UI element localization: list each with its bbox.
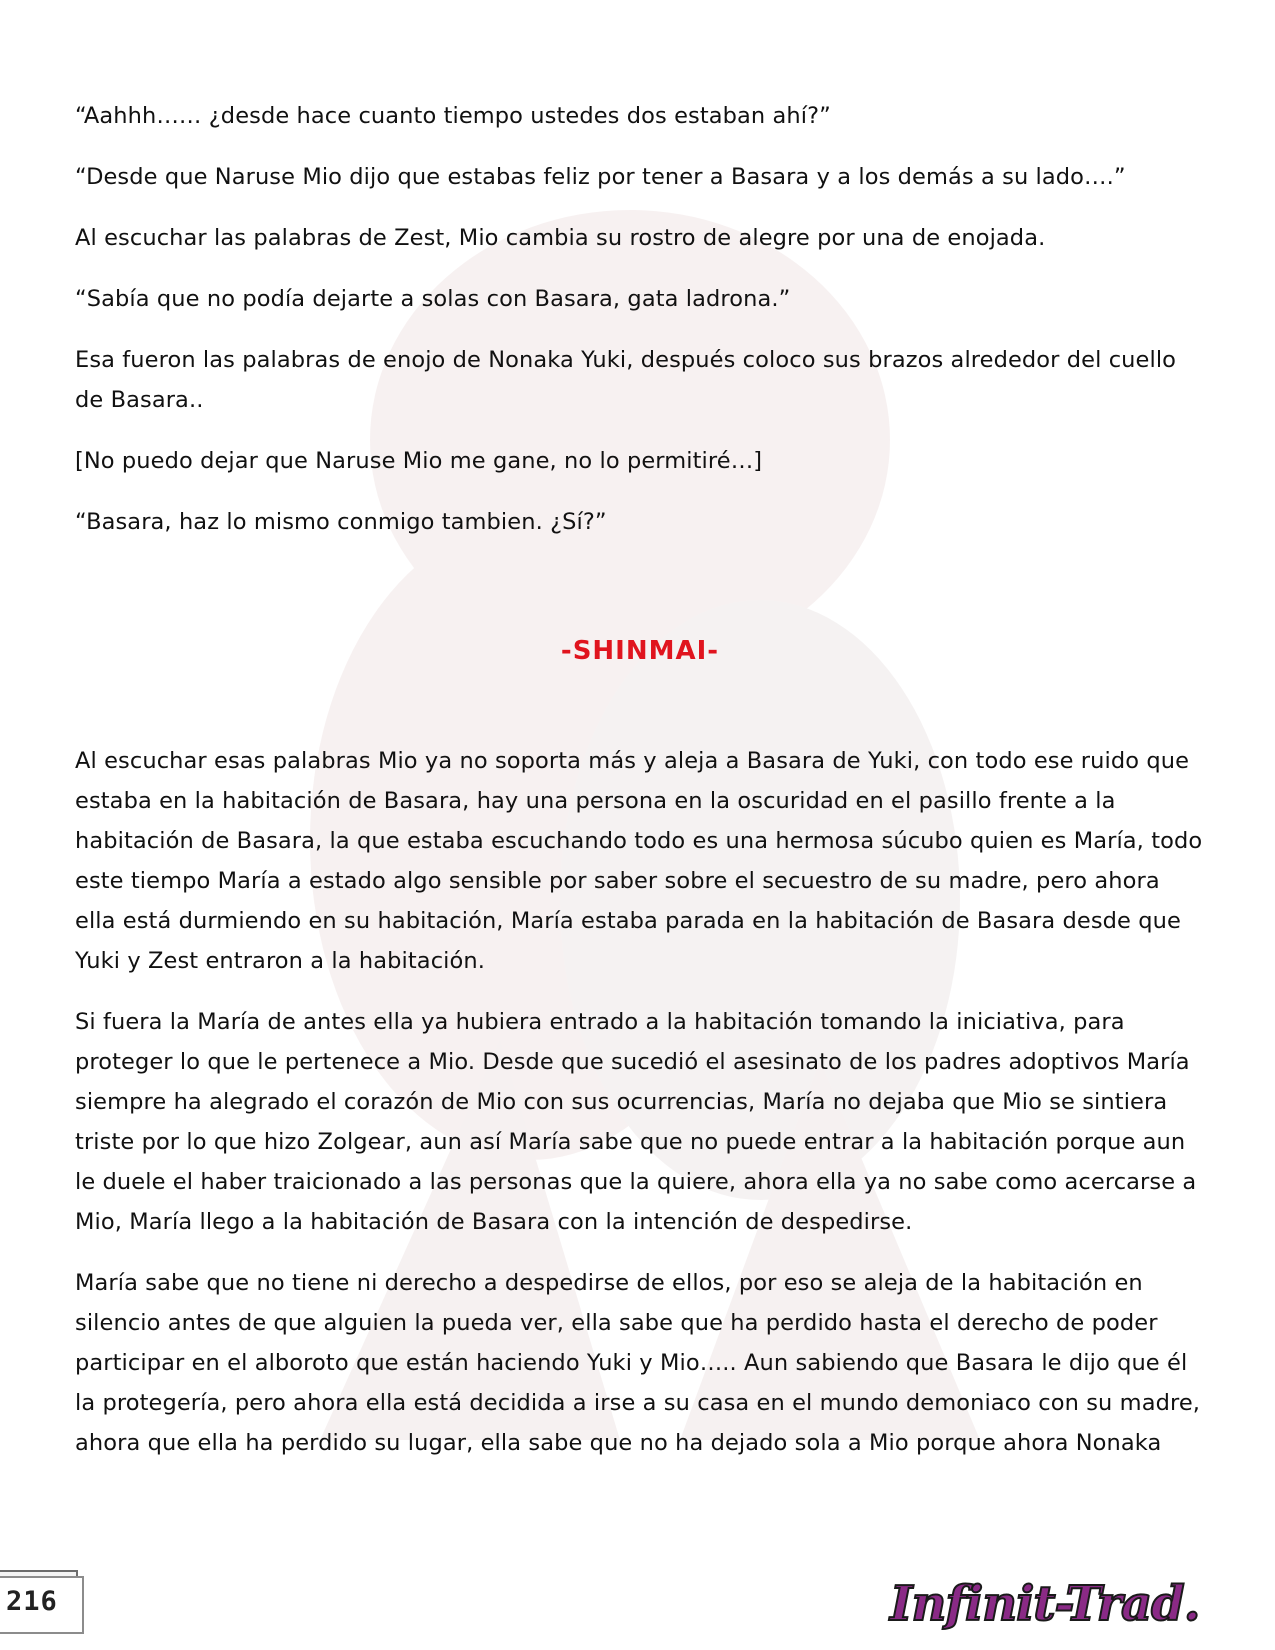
logo-text: Infinit-Trad. (890, 1576, 1200, 1632)
paragraph: María sabe que no tiene ni derecho a despedirse de ellos, por eso se aleja de la habitación en silencio antes de que alguien la pueda ver, ella sabe que ha perdido hasta el derecho de poder participar en el alboroto que están haciendo Yuki y Mio….. Aun sabiendo que Basara le dijo que él la protegería, pero ahora ella está decidida a irse a su casa en el mundo demoniaco con su madre, ahora que ella ha perdido su lugar, ella sabe que no ha dejado sola a Mio porque ahora Nonaka (75, 1270, 1201, 1456)
page-number-badge (0, 1566, 82, 1634)
infinit-trad-logo (880, 1568, 1260, 1638)
section-separator: -SHINMAI- (560, 636, 720, 666)
paragraph: Esa fueron las palabras de enojo de Nonaka Yuki, después coloco sus brazos alrededor del cuello de Basara.. (75, 347, 1177, 413)
page-number: 216 (6, 1586, 58, 1617)
paragraph: Si fuera la María de antes ella ya hubiera entrado a la habitación tomando la iniciativa, para proteger lo que le pertenece a Mio. Desde que sucedió el asesinato de los padres adoptivos María siempre ha alegrado el corazón de Mio con sus ocurrencias, María no dejaba que Mio se sintiera triste por lo que hizo Zolgear, aun así María sabe que no puede entrar a la habitación porque aun le duele el haber traicionado a las personas que la quiere, ahora ella ya no sabe como acercarse a Mio, María llego a la habitación de Basara con la intención de despedirse. (75, 1009, 1197, 1235)
page-text-body (75, 96, 1205, 1484)
paragraph: “Basara, haz lo mismo conmigo tambien. ¿Sí?” (75, 509, 607, 535)
paragraph: “Sabía que no podía dejarte a solas con Basara, gata ladrona.” (75, 286, 791, 312)
paragraph: “Desde que Naruse Mio dijo que estabas feliz por tener a Basara y a los demás a su lado….” (75, 164, 1126, 190)
top-paragraphs (75, 96, 1205, 542)
paragraph: [No puedo dejar que Naruse Mio me gane, no lo permitiré…] (75, 448, 763, 474)
paragraph: Al escuchar esas palabras Mio ya no soporta más y aleja a Basara de Yuki, con todo ese ruido que estaba en la habitación de Basara, hay una persona en la oscuridad en el pasillo frente a la habitación de Basara, la que estaba escuchando todo es una hermosa súcubo quien es María, todo este tiempo María a estado algo sensible por saber sobre el secuestro de su madre, pero ahora ella está durmiendo en su habitación, María estaba parada en la habitación de Basara desde que Yuki y Zest entraron a la habitación. (75, 748, 1203, 974)
paragraph: “Aahhh…… ¿desde hace cuanto tiempo ustedes dos estaban ahí?” (75, 103, 831, 129)
bottom-paragraphs (75, 741, 1205, 1463)
paragraph: Al escuchar las palabras de Zest, Mio cambia su rostro de alegre por una de enojada. (75, 225, 1046, 251)
